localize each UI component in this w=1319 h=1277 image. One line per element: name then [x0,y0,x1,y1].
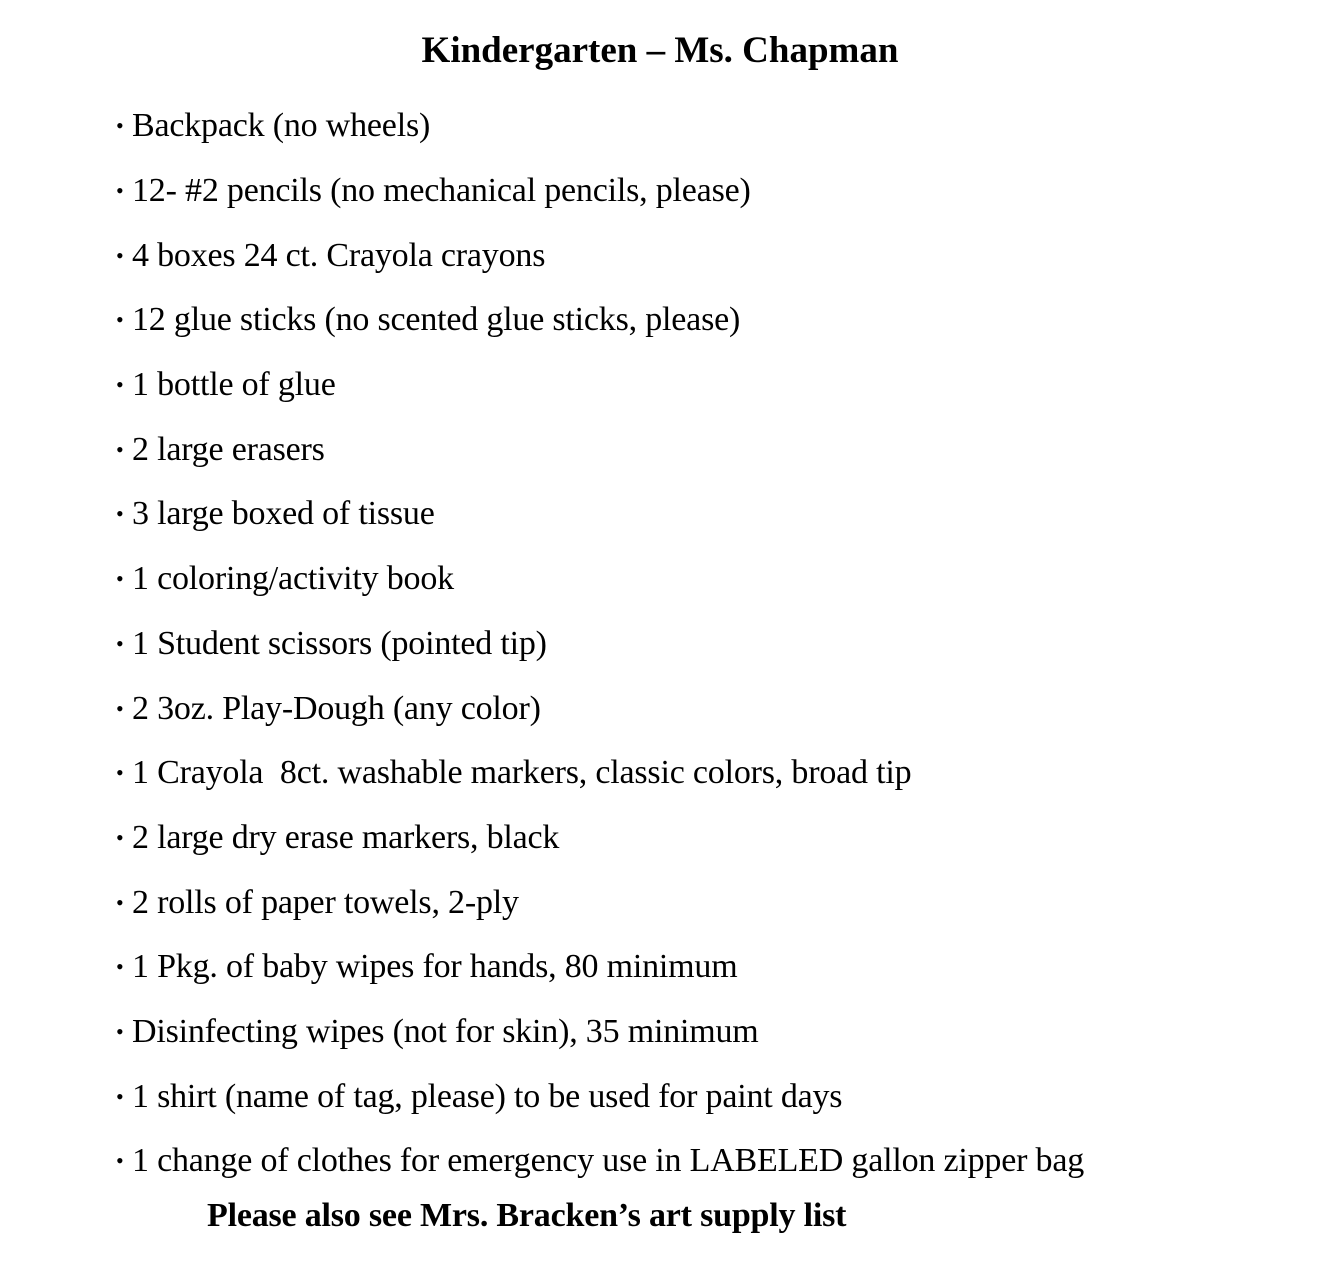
page-title-text: Kindergarten – Ms. Chapman [421,30,899,71]
list-item [114,935,1084,1000]
supply-list [114,94,1084,1194]
list-item-text: 2 large erasers [132,430,325,468]
bullet-icon: • [116,760,124,786]
list-item-text: 1 Crayola 8ct. washable markers, classic colors, broad tip [132,754,912,792]
list-item-text: 2 3oz. Play-Dough (any color) [132,689,541,727]
list-item [114,353,1084,418]
list-item-text: 12 glue sticks (no scented glue sticks, please) [132,301,741,339]
list-item [114,547,1084,612]
bullet-icon: • [116,113,124,139]
list-item-text: Disinfecting wipes (not for skin), 35 minimum [132,1012,759,1050]
list-item [114,870,1084,935]
bullet-icon: • [116,954,124,980]
bullet-icon: • [116,178,124,204]
list-item-text: 4 boxes 24 ct. Crayola crayons [132,236,546,274]
bullet-icon: • [116,824,124,850]
list-item-text: 1 Pkg. of baby wipes for hands, 80 minimum [132,948,738,986]
list-item [114,417,1084,482]
list-item-text: 2 rolls of paper towels, 2-ply [132,883,519,921]
list-item [114,1064,1084,1129]
list-item [114,94,1084,159]
list-item-text: Backpack (no wheels) [132,107,431,145]
list-item-text: 1 Student scissors (pointed tip) [132,624,547,662]
list-item [114,1000,1084,1065]
bullet-icon: • [116,501,124,527]
list-item-text: 1 bottle of glue [132,366,336,404]
list-item [114,741,1084,806]
list-item [114,159,1084,224]
list-item [114,676,1084,741]
list-item [114,806,1084,871]
page-title [0,28,1319,74]
list-item-text: 2 large dry erase markers, black [132,818,560,856]
bullet-icon: • [116,436,124,462]
bullet-icon: • [116,1148,124,1174]
list-item-text: 1 change of clothes for emergency use in LABELED gallon zipper bag [132,1142,1085,1180]
list-item-text: 12- #2 pencils (no mechanical pencils, please) [132,172,751,210]
art-supply-note: Please also see Mrs. Bracken’s art supply list [207,1197,847,1234]
list-item-text: 1 coloring/activity book [132,560,454,598]
list-item [114,223,1084,288]
list-item [114,1129,1084,1194]
bullet-icon: • [116,1083,124,1109]
list-item [114,612,1084,677]
bullet-icon: • [116,889,124,915]
bullet-icon: • [116,242,124,268]
bullet-icon: • [116,307,124,333]
bullet-icon: • [116,630,124,656]
bullet-icon: • [116,372,124,398]
bullet-icon: • [116,695,124,721]
bullet-icon: • [116,1018,124,1044]
bullet-icon: • [116,566,124,592]
list-item-text: 3 large boxed of tissue [132,495,435,533]
list-item [114,288,1084,353]
list-item [114,482,1084,547]
list-item-text: 1 shirt (name of tag, please) to be used for paint days [132,1077,843,1115]
